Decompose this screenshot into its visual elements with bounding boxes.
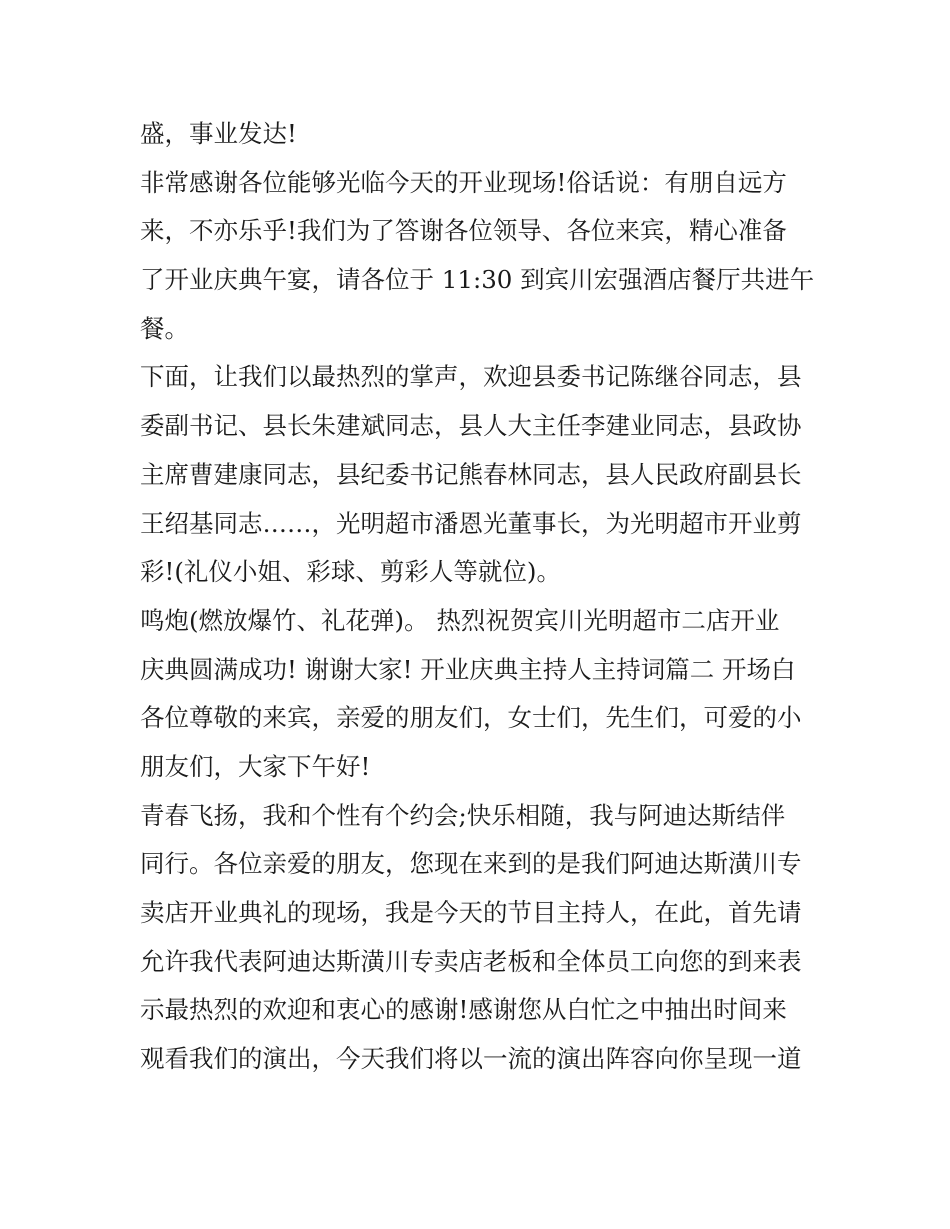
text-line: 下面，让我们以最热烈的掌声，欢迎县委书记陈继谷同志，县 [140, 362, 802, 392]
text-line: 同行。各位亲爱的朋友，您现在来到的是我们阿迪达斯潢川专 [140, 849, 802, 879]
text-line: 盛，事业发达! [140, 119, 297, 148]
text-line: 青春飞扬，我和个性有个约会;快乐相随，我与阿迪达斯结伴 [140, 800, 786, 830]
text-line: 允许我代表阿迪达斯潢川专卖店老板和全体员工向您的到来表 [140, 946, 802, 976]
text-line: 观看我们的演出，今天我们将以一流的演出阵容向你呈现一道 [140, 1044, 802, 1074]
text-line: 了开业庆典午宴，请各位于 11:30 到宾川宏强酒店餐厅共进午 [140, 265, 815, 295]
text-line: 各位尊敬的来宾，亲爱的朋友们，女士们，先生们，可爱的小 [140, 703, 802, 733]
text-line: 主席曹建康同志，县纪委书记熊春林同志，县人民政府副县长 [140, 459, 802, 489]
text-line: 委副书记、县长朱建斌同志，县人大主任李建业同志，县政协 [140, 411, 802, 441]
text-line: 王绍基同志……，光明超市潘恩光董事长，为光明超市开业剪 [140, 508, 802, 538]
text-line: 庆典圆满成功! 谢谢大家! 开业庆典主持人主持词篇二 开场白 [140, 654, 796, 684]
text-line: 示最热烈的欢迎和衷心的感谢!感谢您从白忙之中抽出时间来 [140, 995, 787, 1025]
text-line: 彩!(礼仪小姐、彩球、剪彩人等就位)。 [140, 557, 561, 587]
text-line: 非常感谢各位能够光临今天的开业现场!俗话说：有朋自远方 [140, 167, 787, 197]
text-line: 餐。 [140, 313, 189, 343]
document-text [140, 110, 820, 1084]
text-line: 来，不亦乐乎!我们为了答谢各位领导、各位来宾，精心准备 [140, 216, 787, 246]
text-line: 鸣炮(燃放爆竹、礼花弹)。 热烈祝贺宾川光明超市二店开业 [140, 605, 780, 635]
text-line: 朋友们，大家下午好! [140, 751, 371, 781]
text-line: 卖店开业典礼的现场，我是今天的节目主持人，在此，首先请 [140, 898, 802, 927]
